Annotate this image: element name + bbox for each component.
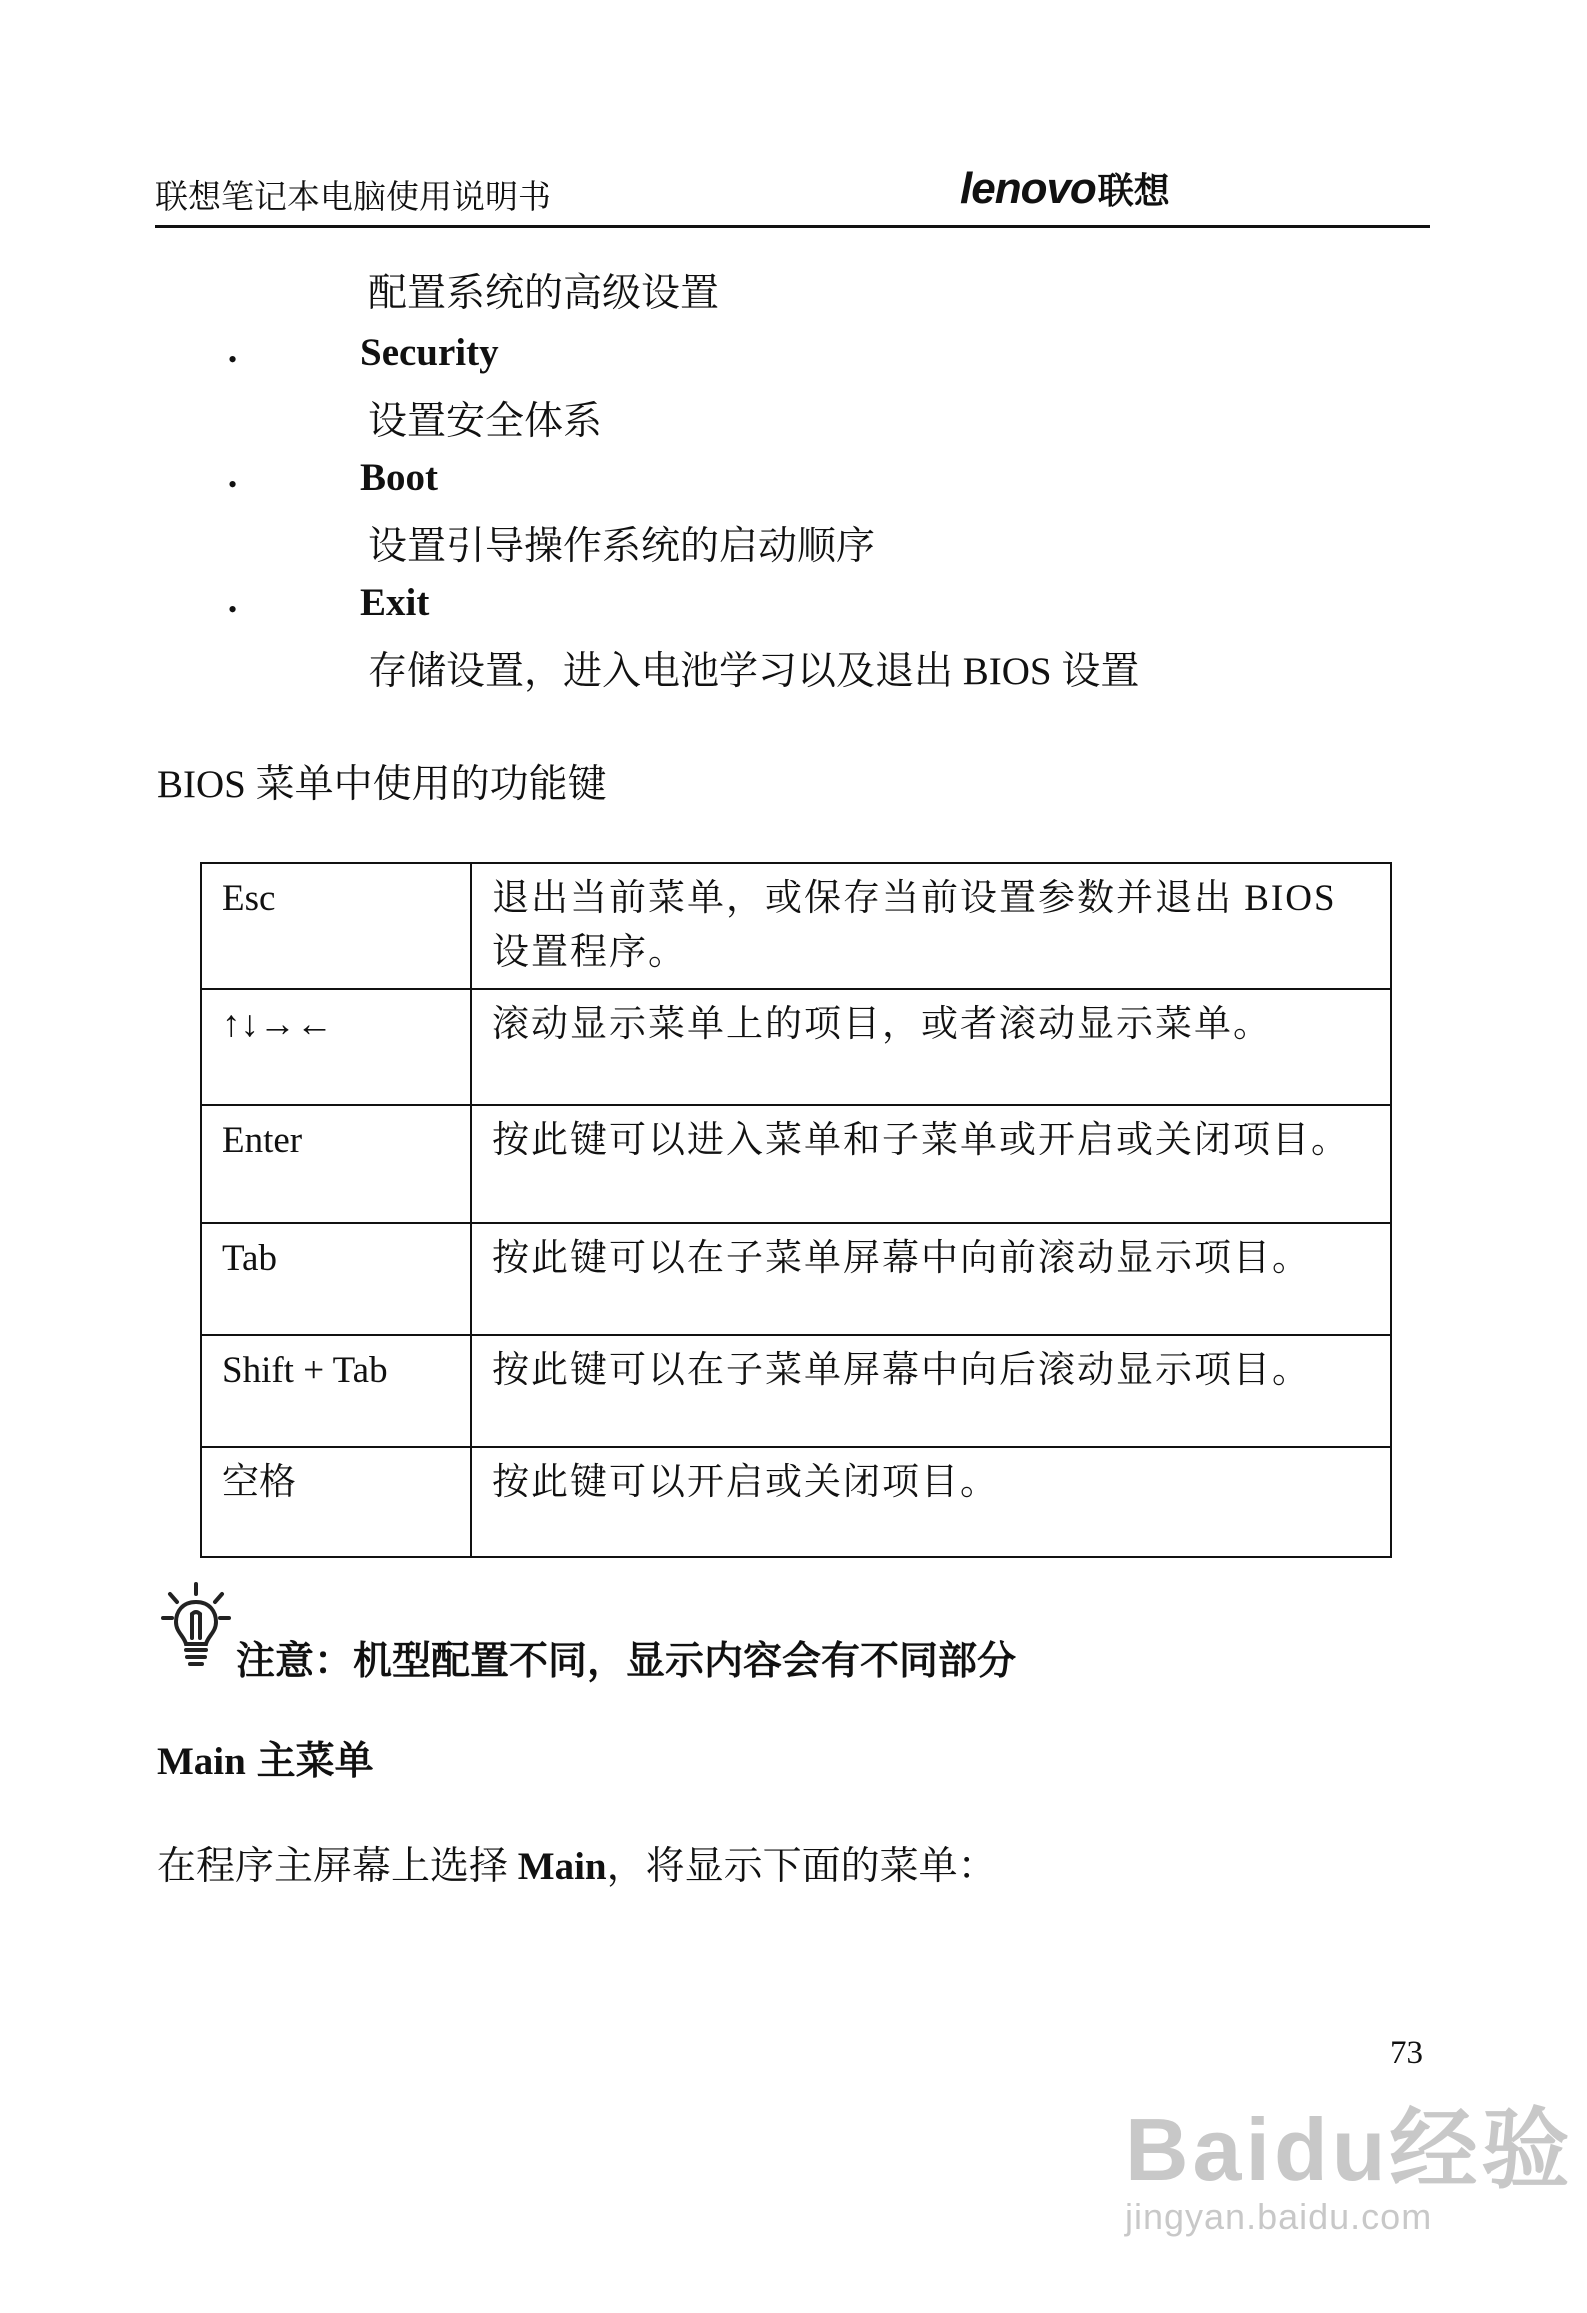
key-description-cell: 按此键可以开启或关闭项目。	[471, 1447, 1391, 1557]
logo-wordmark: lenovo	[960, 164, 1096, 213]
main-heading-rest: 主菜单	[245, 1740, 374, 1783]
table-row	[201, 1105, 1391, 1223]
key-description-cell: 按此键可以在子菜单屏幕中向前滚动显示项目。	[471, 1223, 1391, 1335]
advanced-description: 配置系统的高级设置	[368, 272, 720, 315]
instruction-prefix: 在程序主屏幕上选择	[157, 1845, 518, 1888]
function-keys-table	[200, 862, 1392, 1558]
item-title-exit: Exit	[360, 581, 430, 624]
bullet: •	[228, 345, 238, 374]
main-heading-bold: Main	[157, 1740, 246, 1783]
key-cell: 空格	[201, 1447, 471, 1557]
key-cell: Shift + Tab	[201, 1335, 471, 1447]
key-cell: Enter	[201, 1105, 471, 1223]
item-desc-boot: 设置引导操作系统的启动顺序	[368, 525, 876, 568]
page-number: 73	[1390, 2035, 1423, 2071]
item-title-security: Security	[360, 331, 499, 374]
bullet: •	[228, 595, 238, 624]
note-text: 注意：机型配置不同，显示内容会有不同部分	[236, 1640, 1017, 1683]
key-description-cell: 按此键可以在子菜单屏幕中向后滚动显示项目。	[471, 1335, 1391, 1447]
key-cell: ↑↓→←	[201, 989, 471, 1105]
table-row	[201, 1447, 1391, 1557]
logo-chinese: 联想	[1097, 170, 1170, 211]
table-row	[201, 863, 1391, 989]
key-description-cell: 按此键可以进入菜单和子菜单或开启或关闭项目。	[471, 1105, 1391, 1223]
watermark-brand: Baidu经验	[1125, 2100, 1574, 2199]
key-cell: Esc	[201, 863, 471, 989]
key-description-cell: 退出当前菜单，或保存当前设置参数并退出 BIOS 设置程序。	[471, 863, 1391, 989]
bullet: •	[228, 470, 238, 499]
baidu-watermark	[1125, 2080, 1573, 2238]
key-description-cell: 滚动显示菜单上的项目，或者滚动显示菜单。	[471, 989, 1391, 1105]
item-desc-exit: 存储设置，进入电池学习以及退出 BIOS 设置	[368, 650, 1140, 693]
instruction-suffix: ，将显示下面的菜单：	[606, 1845, 997, 1888]
item-desc-security: 设置安全体系	[368, 400, 603, 443]
item-title-boot: Boot	[360, 456, 438, 499]
table-row	[201, 1335, 1391, 1447]
manual-title: 联想笔记本电脑使用说明书	[155, 180, 551, 216]
function-keys-heading: BIOS 菜单中使用的功能键	[157, 763, 607, 806]
key-cell: Tab	[201, 1223, 471, 1335]
lightbulb-icon	[160, 1580, 232, 1675]
page-header	[155, 165, 1430, 228]
main-menu-heading	[157, 1730, 374, 1786]
main-menu-instruction	[157, 1835, 997, 1891]
lenovo-logo	[960, 163, 1170, 214]
table-row	[201, 989, 1391, 1105]
table-row	[201, 1223, 1391, 1335]
watermark-url: jingyan.baidu.com	[1125, 2196, 1433, 2237]
instruction-bold: Main	[517, 1845, 607, 1888]
